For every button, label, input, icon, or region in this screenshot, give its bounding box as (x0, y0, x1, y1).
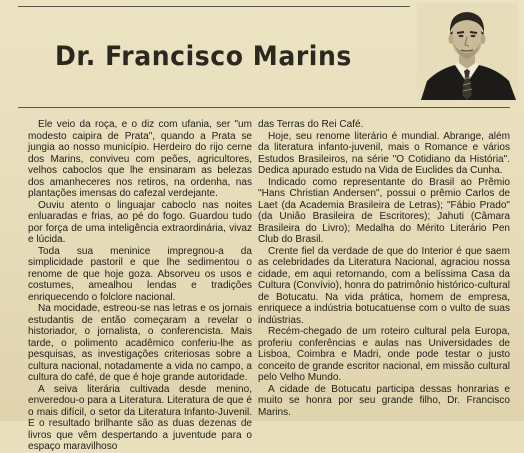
paragraph: Na mocidade, estreou-se nas letras e os jornais estudantis de então começaram a revelar o historiador, o jornalista, o conferencista. Mais tarde, o polimento acadêmico conferiu-lhe as pesquisas, as investigações criteriosas sobre a cultura nacional, notadamente a vida no campo, a cultura do café, de que é hoje grande autoridade. (28, 303, 252, 383)
paragraph: Recém-chegado de um roteiro cultural pela Europa, proferiu conferências e aulas nas Universidades de Lisboa, Coimbra e Madri, onde pode testar o justo conceito de grande escritor nacional, em missão cultural pelo Velho Mundo. (258, 326, 510, 383)
paragraph: das Terras do Rei Café. (258, 119, 364, 130)
paragraph: Indicado como representante do Brasil ao Prêmio "Hans Christian Andersen", possui o prêmio Carlos de Laet (da Academia Brasileira de Letras); "Fábio Prado" (da União Brasileira de Escritores); Jahuti (Câmara Brasileira do Livro); Medalha do Mérito Literário Pen Club do Brasil. (258, 176, 510, 245)
paragraph: Hoje, seu renome literário é mundial. Abrange, além da literatura infanto-juvenil, mais o Romance e vários Estudos Brasileiros, na série "O Cotidiano da História". Dedica apurado estudo na Vida de Euclides da Cunha. (258, 130, 510, 176)
paragraph: Ouviu atento o linguajar caboclo nas noites enluaradas e frias, ao pé do fogo. Guardou tudo por força de uma inteligência extraordinária, vivaz e lúcida. (28, 199, 252, 245)
top-rule (18, 6, 410, 7)
paragraph: Ele veio da roça, e o diz com ufania, ser "um modesto caipira de Prata", quando a Prata se jungia ao nosso município. Herdeiro do rijo cerne dos Marins, conviveu com peões, agricultores, velhos caboclos que lhe ensinaram as belezas dos amanheceres nos retiros, na ordenha, nas plantações imensas do cafezal verdejante. (28, 119, 252, 199)
right-column (258, 119, 510, 418)
left-column (28, 119, 252, 453)
article-title: Dr. Francisco Marins (55, 41, 352, 72)
paragraph: A cidade de Botucatu participa dessas honrarias e muito se honra por seu grande filho, Dr. Francisco Marins. (258, 383, 510, 418)
paragraph: Crente fiel da verdade de que do Interior é que saem as celebridades da Literatura Nacional, agraciou nossa cidade, em aqui retornando, com a belíssima Casa da Cultura (Convívio), honra do patrimônio histórico-cultural de Botucatu. Na vida prática, homem de empresa, enriquece a indústria botucatuense com o vulto de suas indústrias. (258, 245, 510, 326)
paragraph: A seiva literária cultivada desde menino, enveredou-o para a Literatura. Literatura de que é o mais difícil, o setor da Literatura Infanto-Juvenil. E o resultado brilhante são as duas dezenas de livros que vêm despertando a juventude para o espaço maravilhoso (28, 383, 252, 452)
portrait-photo (417, 3, 518, 100)
header-rule (18, 107, 510, 108)
paragraph: Toda sua meninice impregnou-a da simplicidade pastoril e que lhe sedimentou o renome de que hoje goza. Absorveu os usos e costumes, amealhou lendas e tradições enriquecendo o folclore nacional. (28, 245, 252, 303)
